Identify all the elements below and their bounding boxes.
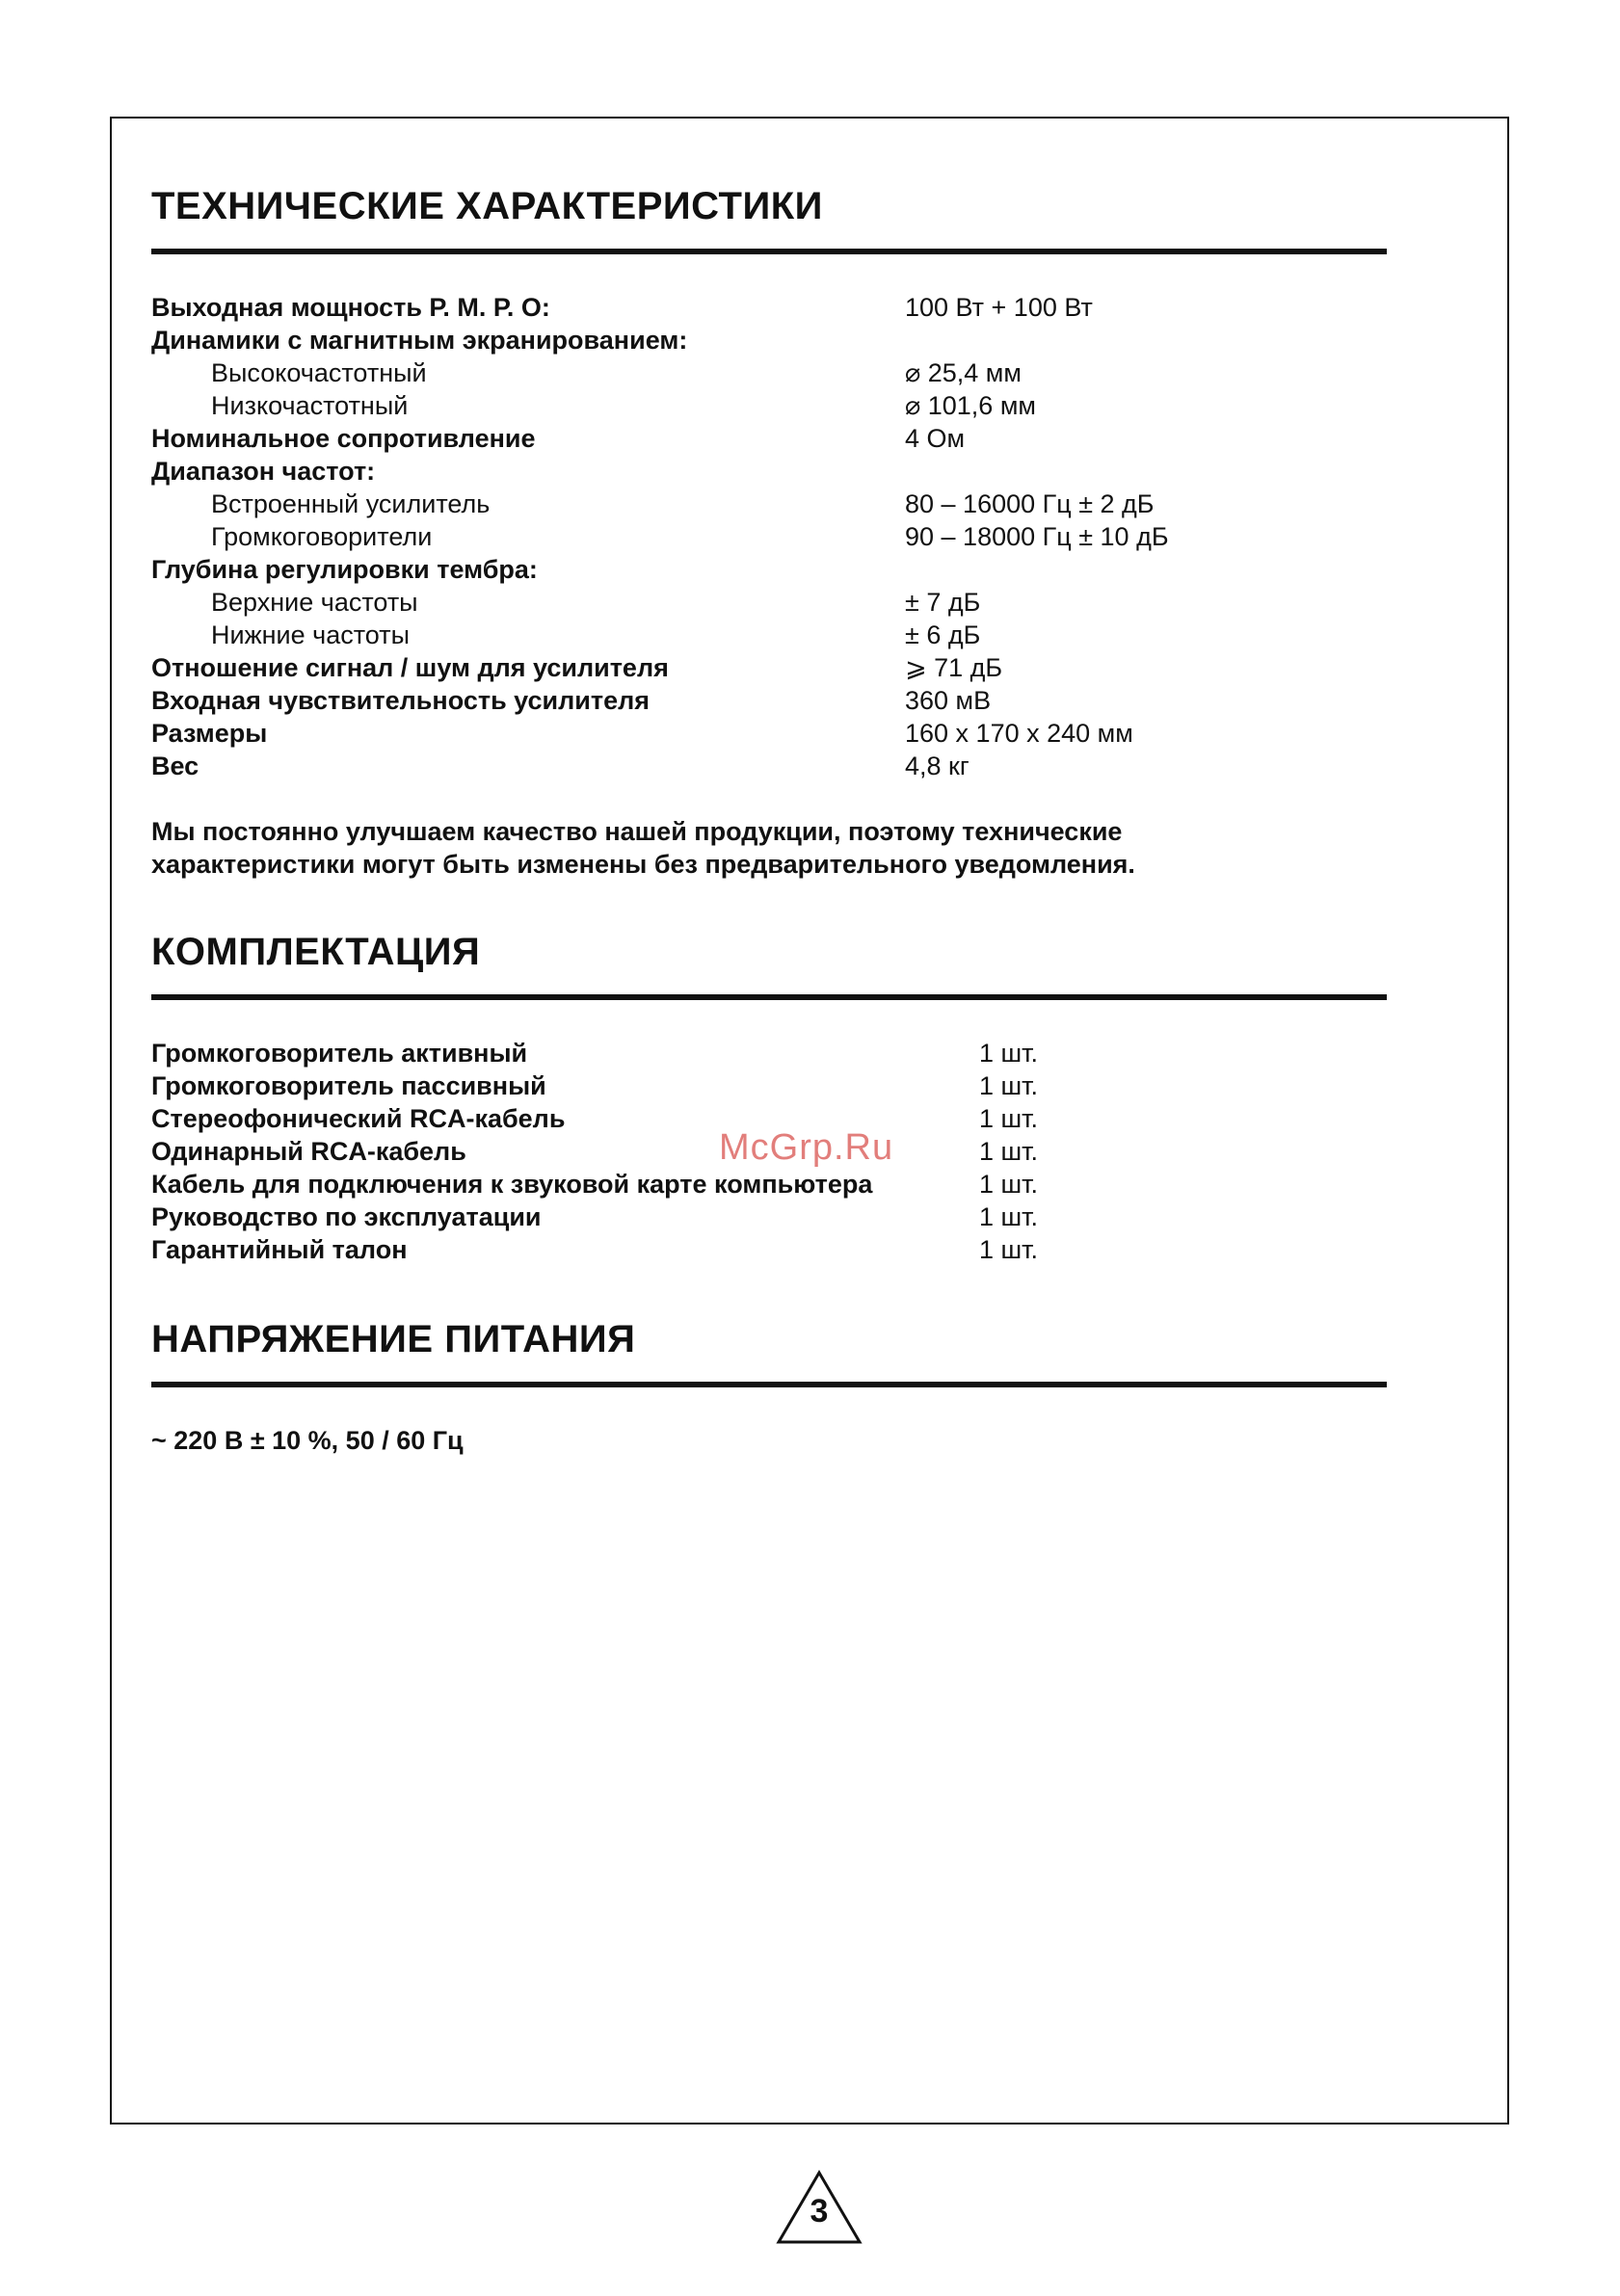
spec-row xyxy=(151,291,1387,324)
power-value: ~ 220 В ± 10 %, 50 / 60 Гц xyxy=(151,1426,464,1455)
spec-value: ± 6 дБ xyxy=(905,620,981,649)
kit-item-qty: 1 шт. xyxy=(979,1104,1039,1133)
spec-value: ⩾ 71 дБ xyxy=(905,653,1003,682)
spec-row xyxy=(151,651,1387,684)
kit-row xyxy=(151,1233,1387,1266)
spec-row xyxy=(151,619,1387,651)
kit-row xyxy=(151,1168,1387,1201)
spec-row xyxy=(151,750,1387,782)
kit-item-qty: 1 шт. xyxy=(979,1137,1039,1166)
kit-item-qty: 1 шт. xyxy=(979,1202,1039,1231)
spec-value: 80 – 16000 Гц ± 2 дБ xyxy=(905,489,1155,518)
watermark: McGrp.Ru xyxy=(719,1127,894,1168)
spec-row xyxy=(151,389,1387,422)
kit-item-name: Громкоговоритель пассивный xyxy=(151,1071,546,1100)
section-rule xyxy=(151,994,1387,1000)
section-rule xyxy=(151,249,1387,254)
spec-value: 100 Вт + 100 Вт xyxy=(905,293,1093,322)
specs-title: ТЕХНИЧЕСКИЕ ХАРАКТЕРИСТИКИ xyxy=(151,185,823,227)
spec-label: Вес xyxy=(151,752,199,780)
spec-label: Нижние частоты xyxy=(211,620,410,649)
specs-table xyxy=(151,291,1387,782)
kit-title: КОМПЛЕКТАЦИЯ xyxy=(151,931,481,973)
spec-row xyxy=(151,717,1387,750)
kit-item-name: Громкоговоритель активный xyxy=(151,1039,528,1068)
spec-label: Выходная мощность Р. М. Р. О: xyxy=(151,293,550,322)
spec-label: Верхние частоты xyxy=(211,588,418,617)
spec-label: Глубина регулировки тембра: xyxy=(151,555,538,584)
spec-label: Встроенный усилитель xyxy=(211,489,491,518)
spec-value: 4 Ом xyxy=(905,424,966,453)
spec-row xyxy=(151,324,1387,356)
page-number-badge xyxy=(776,2170,863,2245)
spec-label: Динамики с магнитным экранированием: xyxy=(151,326,688,355)
spec-row xyxy=(151,488,1387,520)
spec-row xyxy=(151,356,1387,389)
spec-row xyxy=(151,455,1387,488)
spec-label: Размеры xyxy=(151,719,268,748)
spec-value: ⌀ 25,4 мм xyxy=(905,358,1022,387)
kit-item-name: Кабель для подключения к звуковой карте компьютера xyxy=(151,1170,873,1199)
section-rule xyxy=(151,1382,1387,1387)
spec-label: Диапазон частот: xyxy=(151,457,376,486)
power-title: НАПРЯЖЕНИЕ ПИТАНИЯ xyxy=(151,1318,636,1360)
spec-value xyxy=(905,553,1387,586)
spec-row xyxy=(151,586,1387,619)
kit-row xyxy=(151,1201,1387,1233)
kit-item-qty: 1 шт. xyxy=(979,1039,1039,1068)
kit-item-qty: 1 шт. xyxy=(979,1235,1039,1264)
spec-label: Отношение сигнал / шум для усилителя xyxy=(151,653,669,682)
kit-row xyxy=(151,1069,1387,1102)
spec-value xyxy=(905,324,1387,356)
spec-value: 160 x 170 x 240 мм xyxy=(905,719,1133,748)
kit-item-qty: 1 шт. xyxy=(979,1170,1039,1199)
spec-row xyxy=(151,684,1387,717)
kit-item-name: Одинарный RCA-кабель xyxy=(151,1137,466,1166)
spec-value: 360 мВ xyxy=(905,686,992,715)
kit-item-name: Гарантийный талон xyxy=(151,1235,408,1264)
spec-label: Громкоговорители xyxy=(211,522,433,551)
spec-row xyxy=(151,553,1387,586)
spec-label: Входная чувствительность усилителя xyxy=(151,686,651,715)
specs-note: Мы постоянно улучшаем качество нашей продукции, поэтому технические характеристики могут быть изменены без предварительного уведомления. xyxy=(151,817,1135,879)
kit-row xyxy=(151,1037,1387,1069)
document-content xyxy=(151,183,1387,1457)
spec-value: 4,8 кг xyxy=(905,752,969,780)
page-number: 3 xyxy=(810,2193,829,2230)
spec-row xyxy=(151,520,1387,553)
spec-row xyxy=(151,422,1387,455)
kit-item-qty: 1 шт. xyxy=(979,1071,1039,1100)
spec-label: Низкочастотный xyxy=(211,391,409,420)
spec-label: Высокочастотный xyxy=(211,358,427,387)
kit-item-name: Руководство по эксплуатации xyxy=(151,1202,542,1231)
spec-value: 90 – 18000 Гц ± 10 дБ xyxy=(905,522,1169,551)
kit-item-name: Стереофонический RCA-кабель xyxy=(151,1104,566,1133)
spec-value: ± 7 дБ xyxy=(905,588,981,617)
spec-value: ⌀ 101,6 мм xyxy=(905,391,1036,420)
spec-value xyxy=(905,455,1387,488)
spec-label: Номинальное сопротивление xyxy=(151,424,536,453)
